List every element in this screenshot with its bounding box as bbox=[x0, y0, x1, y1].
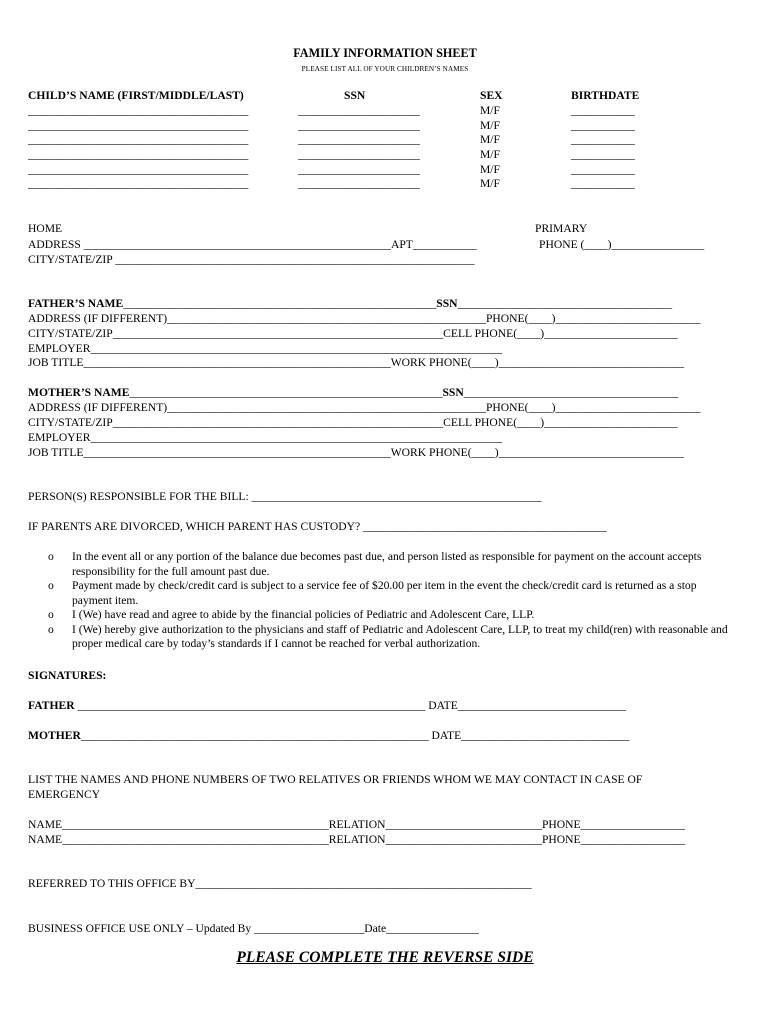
page-subtitle: PLEASE LIST ALL OF YOUR CHILDREN’S NAMES bbox=[301, 65, 469, 73]
child-ssn-field[interactable]: _____________________ bbox=[298, 104, 420, 117]
child-ssn-field[interactable]: _____________________ bbox=[298, 177, 420, 190]
signatures-heading: SIGNATURES: bbox=[28, 669, 107, 682]
primary-phone-field[interactable]: PHONE (____)________________ bbox=[539, 238, 705, 251]
emergency-contact-1[interactable]: NAME______________________________________________RELATION___________________________PHONE__________________ bbox=[28, 818, 685, 831]
page-title: FAMILY INFORMATION SHEET bbox=[293, 46, 477, 60]
list-item: o In the event all or any portion of the balance due becomes past due, and person listed as responsible for payment on the account accepts responsibility for the full amount past due. bbox=[48, 550, 702, 578]
mother-address-field[interactable]: ADDRESS (IF DIFFERENT)_______________________________________________________PHONE(____)_________________________ bbox=[28, 401, 701, 414]
bullet-icon: o bbox=[48, 550, 54, 563]
child-sex-field[interactable]: M/F bbox=[480, 104, 500, 117]
child-birthdate-field[interactable]: ___________ bbox=[571, 119, 635, 132]
father-name-label: FATHER’S NAME bbox=[28, 297, 124, 310]
mother-job-field[interactable]: JOB TITLE_____________________________________________________WORK PHONE(____)________________________________ bbox=[28, 446, 685, 459]
mother-signature-label: MOTHER bbox=[28, 729, 81, 742]
list-item: o I (We) hereby give authorization to the physicians and staff of Pediatric and Adolescent Care, LLP, to treat my child(ren) with reasonable and proper medical care by today’s standards if I cannot be reached for verbal authorization. bbox=[48, 622, 728, 650]
mother-name-row[interactable] bbox=[28, 386, 678, 401]
mother-name-field[interactable]: ______________________________________________________ bbox=[129, 386, 443, 399]
birthdate-header: BIRTHDATE bbox=[571, 89, 640, 102]
father-signature-label: FATHER bbox=[28, 699, 75, 712]
child-name-header: CHILD’S NAME (FIRST/MIDDLE/LAST) bbox=[28, 89, 244, 102]
father-job-field[interactable]: JOB TITLE_____________________________________________________WORK PHONE(____)________________________________ bbox=[28, 356, 685, 369]
child-birthdate-field[interactable]: ___________ bbox=[571, 163, 635, 176]
father-employer-field[interactable]: EMPLOYER_______________________________________________________________________ bbox=[28, 342, 503, 355]
mother-name-label: MOTHER’S NAME bbox=[28, 386, 130, 399]
child-name-field[interactable]: ______________________________________ bbox=[28, 177, 249, 190]
sex-header: SEX bbox=[480, 89, 503, 102]
child-name-field[interactable]: ______________________________________ bbox=[28, 133, 249, 146]
list-item: o Payment made by check/credit card is subject to a service fee of $20.00 per item in the event the check/credit card is returned as a stop payment item. bbox=[48, 579, 697, 607]
child-sex-field[interactable]: M/F bbox=[480, 148, 500, 161]
father-signature-field[interactable]: ____________________________________________________________ DATE_____________________________ bbox=[74, 699, 626, 712]
business-office-field[interactable]: BUSINESS OFFICE USE ONLY – Updated By ___________________Date________________ bbox=[28, 922, 479, 935]
mother-signature-field[interactable]: ____________________________________________________________ DATE_____________________________ bbox=[80, 729, 630, 742]
child-ssn-field[interactable]: _____________________ bbox=[298, 133, 420, 146]
child-sex-field[interactable]: M/F bbox=[480, 163, 500, 176]
child-birthdate-field[interactable]: ___________ bbox=[571, 148, 635, 161]
emergency-instruction-line1: LIST THE NAMES AND PHONE NUMBERS OF TWO RELATIVES OR FRIENDS WHOM WE MAY CONTACT IN CASE OF bbox=[28, 773, 643, 786]
father-name-row[interactable] bbox=[28, 297, 672, 312]
child-ssn-field[interactable]: _____________________ bbox=[298, 148, 420, 161]
list-item: o I (We) have read and agree to abide by the financial policies of Pediatric and Adolescent Care, LLP. bbox=[48, 608, 535, 621]
reverse-side-notice: PLEASE COMPLETE THE REVERSE SIDE bbox=[236, 949, 534, 966]
bill-responsible-field[interactable]: PERSON(S) RESPONSIBLE FOR THE BILL: __________________________________________________ bbox=[28, 490, 542, 503]
mother-ssn-label: SSN bbox=[442, 386, 464, 399]
emergency-contact-2[interactable]: NAME______________________________________________RELATION___________________________PHONE__________________ bbox=[28, 833, 685, 846]
father-signature-row[interactable] bbox=[28, 699, 626, 714]
ssn-header: SSN bbox=[344, 89, 366, 102]
father-address-field[interactable]: ADDRESS (IF DIFFERENT)_______________________________________________________PHONE(____)_________________________ bbox=[28, 312, 701, 325]
mother-signature-row[interactable] bbox=[28, 729, 629, 744]
policy-list bbox=[48, 550, 738, 652]
child-name-field[interactable]: ______________________________________ bbox=[28, 148, 249, 161]
custody-field[interactable]: IF PARENTS ARE DIVORCED, WHICH PARENT HAS CUSTODY? __________________________________________ bbox=[28, 520, 607, 533]
father-ssn-label: SSN bbox=[436, 297, 458, 310]
mother-city-field[interactable]: CITY/STATE/ZIP_________________________________________________________CELL PHONE(____)_______________________ bbox=[28, 416, 678, 429]
child-name-field[interactable]: ______________________________________ bbox=[28, 104, 249, 117]
father-ssn-field[interactable]: _____________________________________ bbox=[457, 297, 673, 310]
mother-ssn-field[interactable]: _____________________________________ bbox=[463, 386, 679, 399]
father-name-field[interactable]: ______________________________________________________ bbox=[123, 297, 437, 310]
child-name-field[interactable]: ______________________________________ bbox=[28, 119, 249, 132]
emergency-instruction-line2: EMERGENCY bbox=[28, 788, 101, 801]
child-sex-field[interactable]: M/F bbox=[480, 119, 500, 132]
mother-employer-field[interactable]: EMPLOYER_______________________________________________________________________ bbox=[28, 431, 503, 444]
child-name-field[interactable]: ______________________________________ bbox=[28, 163, 249, 176]
child-ssn-field[interactable]: _____________________ bbox=[298, 119, 420, 132]
child-birthdate-field[interactable]: ___________ bbox=[571, 177, 635, 190]
home-address-field[interactable]: ADDRESS _____________________________________________________APT___________ bbox=[28, 238, 477, 251]
home-label: HOME bbox=[28, 222, 63, 235]
bullet-icon: o bbox=[48, 608, 54, 621]
child-sex-field[interactable]: M/F bbox=[480, 177, 500, 190]
father-city-field[interactable]: CITY/STATE/ZIP_________________________________________________________CELL PHONE(____)_______________________ bbox=[28, 327, 678, 340]
bullet-icon: o bbox=[48, 622, 54, 636]
child-birthdate-field[interactable]: ___________ bbox=[571, 133, 635, 146]
child-birthdate-field[interactable]: ___________ bbox=[571, 104, 635, 117]
child-ssn-field[interactable]: _____________________ bbox=[298, 163, 420, 176]
home-city-state-zip-field[interactable]: CITY/STATE/ZIP ______________________________________________________________ bbox=[28, 253, 475, 266]
primary-label: PRIMARY bbox=[535, 222, 588, 235]
child-sex-field[interactable]: M/F bbox=[480, 133, 500, 146]
referred-by-field[interactable]: REFERRED TO THIS OFFICE BY__________________________________________________________ bbox=[28, 877, 532, 890]
bullet-icon: o bbox=[48, 579, 54, 592]
